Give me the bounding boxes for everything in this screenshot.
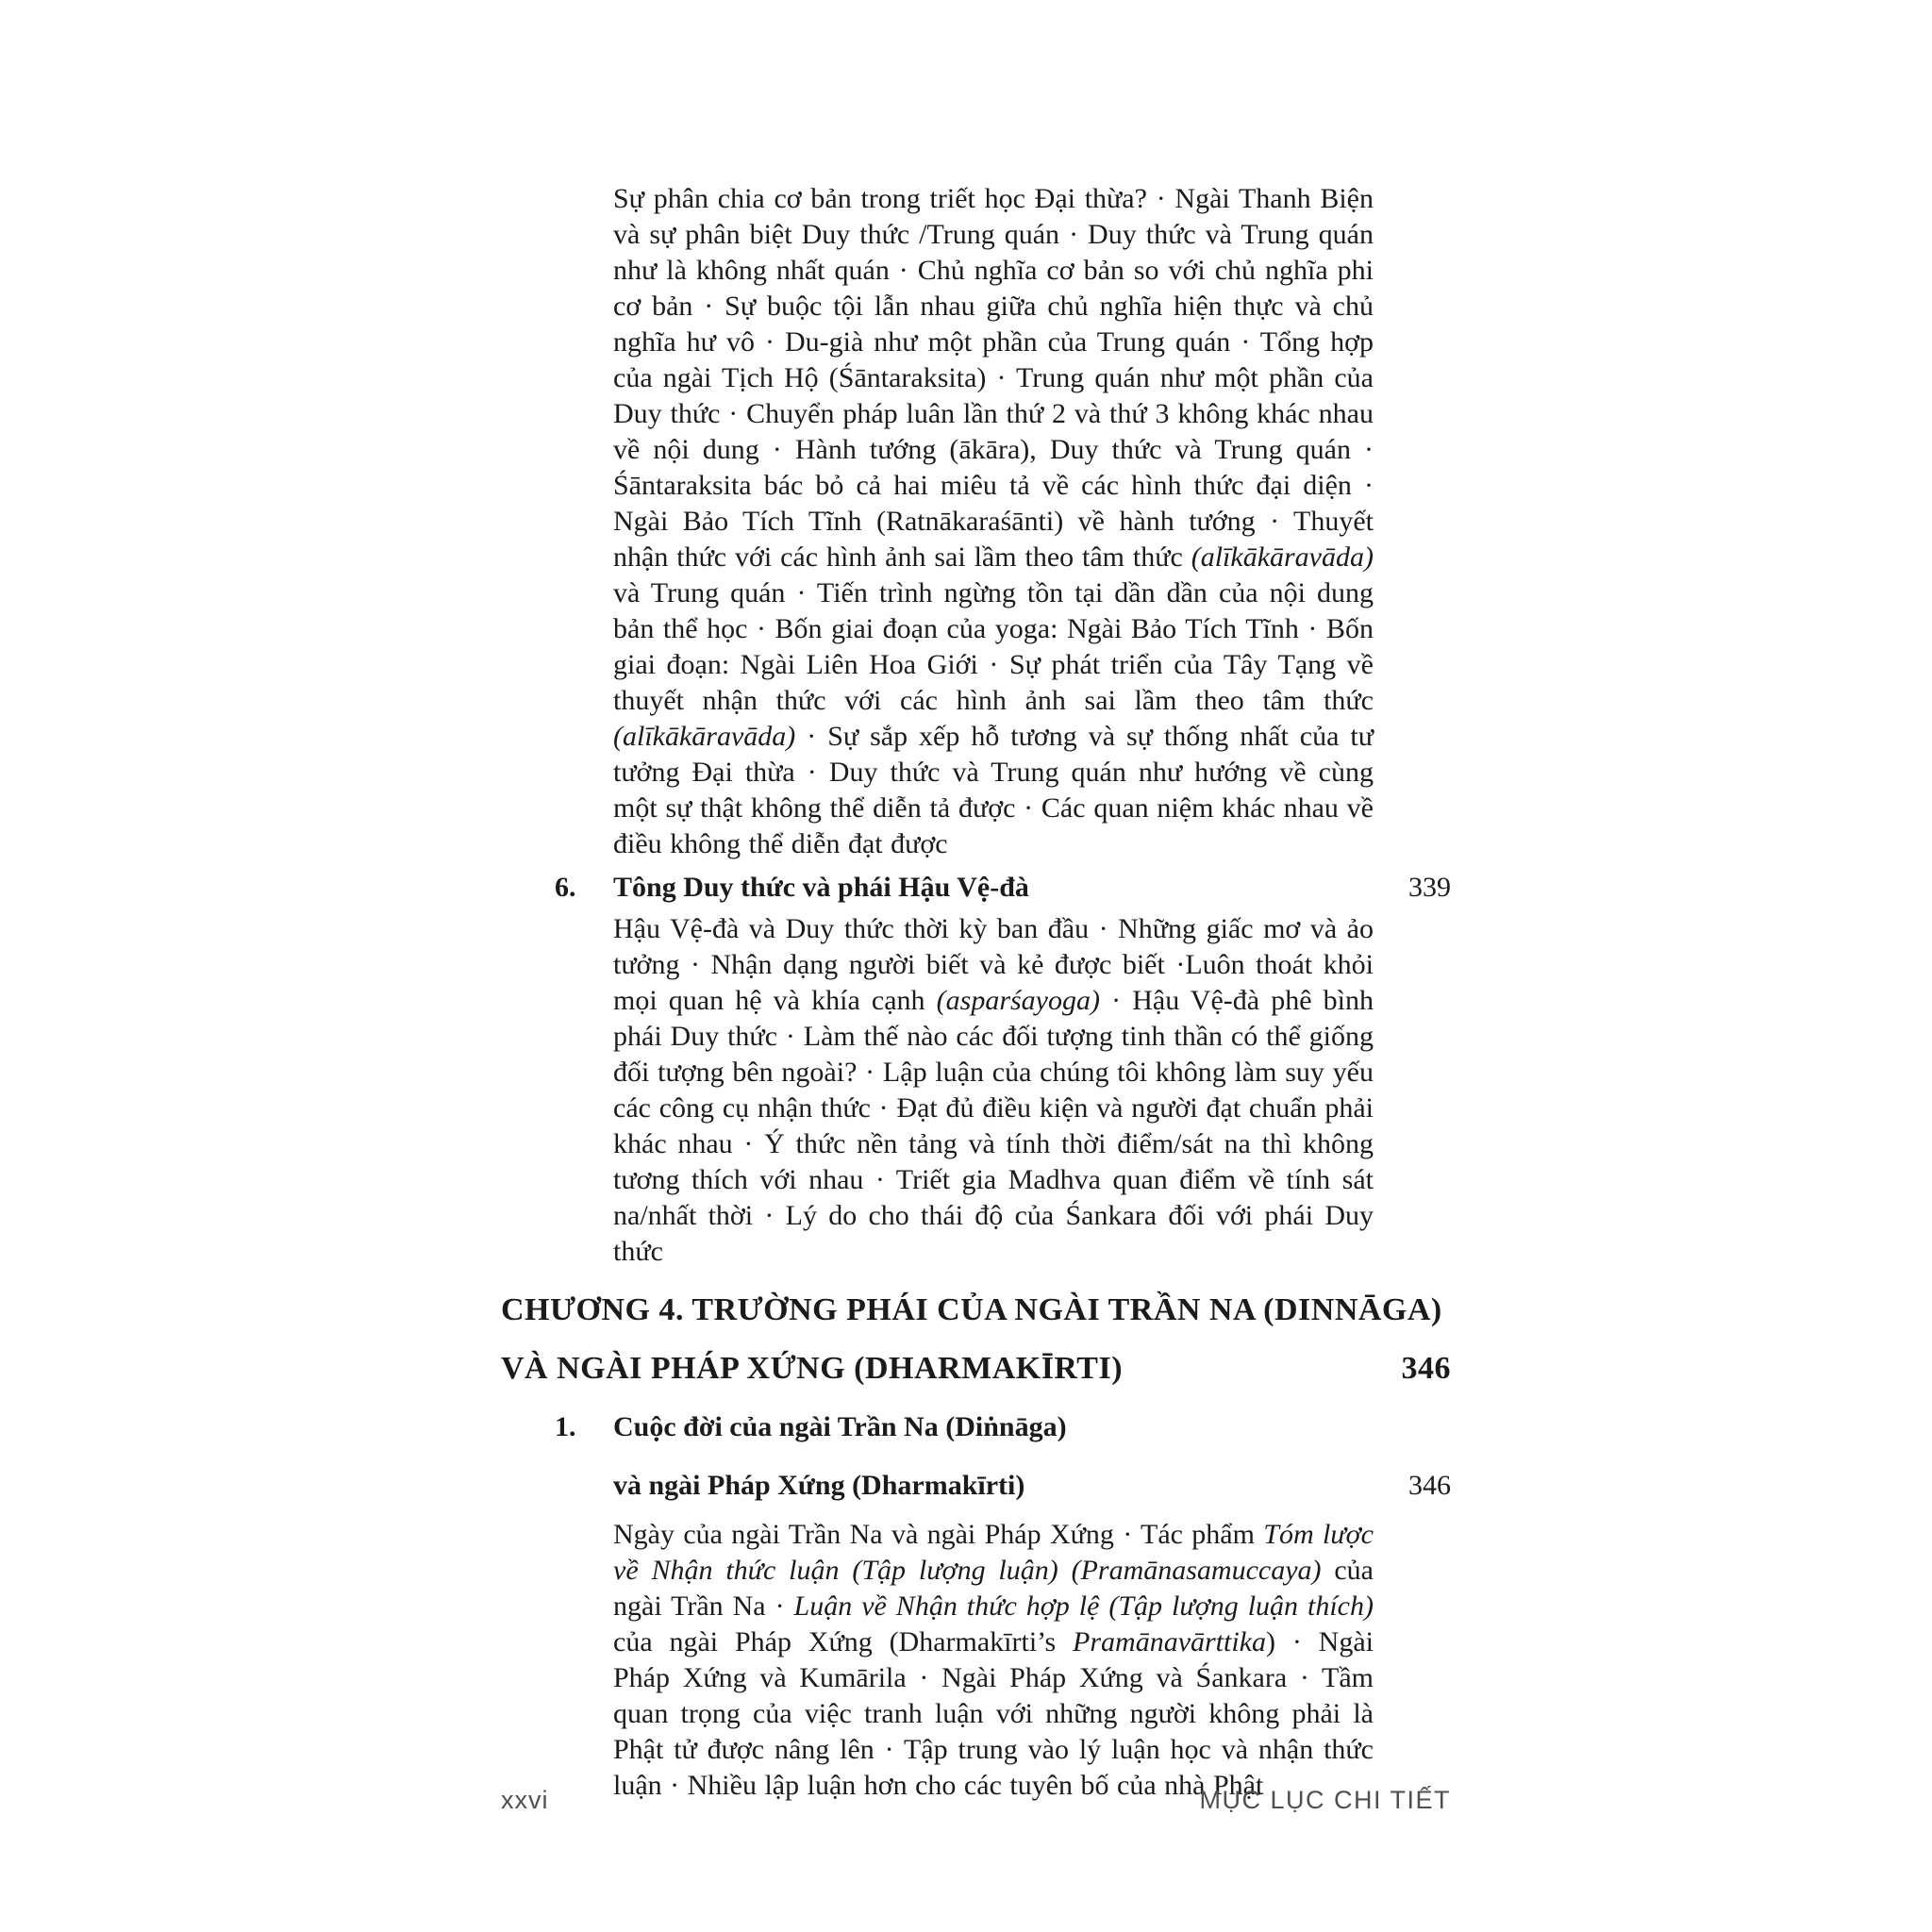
entry-6-number: 6.	[555, 872, 576, 903]
entry-6-page-number: 339	[1408, 872, 1451, 903]
chapter-4-title-line-1: CHƯƠNG 4. TRƯỜNG PHÁI CỦA NGÀI TRẦN NA (DINNĀGA)	[501, 1292, 1442, 1327]
entry-1-summary-paragraph: Ngày của ngài Trần Na và ngài Pháp Xứng · Tác phẩm Tóm lược về Nhận thức luận (Tập lượng luận) (Pramānasamuccaya) của ngài Trần Na · Luận về Nhận thức hợp lệ (Tập lượng luận thích) của ngài Pháp Xứng (Dharmakīrti’s Pramānavārttika) · Ngài Pháp Xứng và Kumārila · Ngài Pháp Xứng và Śankara · Tầm quan trọng của việc tranh luận với những người không phải là Phật tử được nâng lên · Tập trung vào lý luận học và nhận thức luận · Nhiều lập luận hơn cho các tuyên bố của nhà Phật	[613, 1519, 1374, 1801]
toc-entry-1	[501, 1398, 1451, 1515]
entry-1-title-line-1: Cuộc đời của ngài Trần Na (Diṅnāga)	[613, 1411, 1067, 1442]
footer-page-roman-numeral: xxvi	[501, 1786, 549, 1814]
entry-1-title-line-2: và ngài Pháp Xứng (Dharmakīrti)	[613, 1470, 1025, 1501]
page-footer	[501, 1786, 1451, 1815]
toc-chapter-4-heading	[501, 1281, 1451, 1398]
entry-1-page-number: 346	[1408, 1470, 1451, 1501]
toc-continuation-paragraph: Sự phân chia cơ bản trong triết học Đại thừa? · Ngài Thanh Biện và sự phân biệt Duy thức /Trung quán · Duy thức và Trung quán như là không nhất quán · Chủ nghĩa cơ bản so với chủ nghĩa phi cơ bản · Sự buộc tội lẫn nhau giữa chủ nghĩa hiện thực và chủ nghĩa hư vô · Du-già như một phần của Trung quán · Tổng hợp của ngài Tịch Hộ (Śāntaraksita) · Trung quán như một phần của Duy thức · Chuyển pháp luân lần thứ 2 và thứ 3 không khác nhau về nội dung · Hành tướng (ākāra), Duy thức và Trung quán · Śāntaraksita bác bỏ cả hai miêu tả về các hình thức đại diện · Ngài Bảo Tích Tĩnh (Ratnākaraśānti) về hành tướng · Thuyết nhận thức với các hình ảnh sai lầm theo tâm thức (alīkākāravāda) và Trung quán · Tiến trình ngừng tồn tại dần dần của nội dung bản thể học · Bốn giai đoạn của yoga: Ngài Bảo Tích Tĩnh · Bốn giai đoạn: Ngài Liên Hoa Giới · Sự phát triển của Tây Tạng về thuyết nhận thức với các hình ảnh sai lầm theo tâm thức (alīkākāravāda) · Sự sắp xếp hỗ tương và sự thống nhất của tư tưởng Đại thừa · Duy thức và Trung quán như hướng về cùng một sự thật không thể diễn tả được · Các quan niệm khác nhau về điều không thể diễn đạt được	[613, 183, 1374, 859]
entry-6-title: Tông Duy thức và phái Hậu Vệ-đà	[613, 872, 1029, 903]
chapter-4-title-line-2: VÀ NGÀI PHÁP XỨNG (DHARMAKĪRTI)	[501, 1351, 1124, 1386]
entry-6-summary-paragraph: Hậu Vệ-đà và Duy thức thời kỳ ban đầu · Những giấc mơ và ảo tưởng · Nhận dạng người biết và kẻ được biết ·Luôn thoát khỏi mọi quan hệ và khía cạnh (asparśayoga) · Hậu Vệ-đà phê bình phái Duy thức · Làm thế nào các đối tượng tinh thần có thể giống đối tượng bên ngoài? · Lập luận của chúng tôi không làm suy yếu các công cụ nhận thức · Đạt đủ điều kiện và người đạt chuẩn phải khác nhau · Ý thức nền tảng và tính thời điểm/sát na thì không tương thích với nhau · Triết gia Madhva quan điểm về tính sát na/nhất thời · Lý do cho thái độ của Śankara đối với phái Duy thức	[613, 913, 1374, 1267]
footer-section-label: MỤC LỤC CHI TIẾT	[1199, 1786, 1451, 1814]
toc-entry-6	[501, 866, 1451, 909]
toc-detailed-content	[501, 181, 1451, 1804]
chapter-4-page-number: 346	[1401, 1351, 1451, 1386]
entry-1-number: 1.	[555, 1411, 576, 1442]
